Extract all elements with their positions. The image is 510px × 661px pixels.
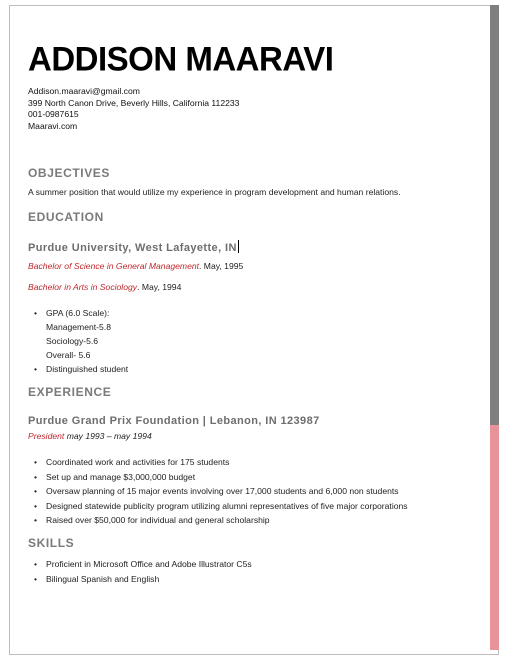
contact-address: 399 North Canon Drive, Beverly Hills, California 112233 [28, 97, 240, 108]
degree-2-title: Bachelor in Arts in Sociology [28, 282, 138, 292]
list-item [32, 306, 128, 362]
education-school [28, 240, 239, 254]
degree-2 [28, 282, 181, 292]
list-item: • Raised over $50,000 for individual and general scholarship [32, 513, 408, 528]
experience-heading: EXPERIENCE [28, 385, 112, 399]
list-item: • Distinguished student [32, 362, 128, 376]
side-bar-pink [490, 425, 499, 650]
gpa-label: • GPA (6.0 Scale): [46, 308, 110, 318]
contact-phone: 001-0987615 [28, 109, 79, 119]
experience-org: Purdue Grand Prix Foundation | Lebanon, IN 123987 [28, 415, 320, 427]
gpa-sociology: Sociology-5.6 [46, 336, 99, 346]
degree-2-date: . May, 1994 [137, 282, 182, 292]
gpa-overall: Overall- 5.6 [46, 350, 91, 360]
list-item: • Set up and manage $3,000,000 budget [32, 470, 408, 485]
list-item: • Coordinated work and activities for 175 students [32, 455, 408, 470]
contact-website: Maaravi.com [28, 120, 78, 131]
degree-1-title: Bachelor of Science in General Management [28, 261, 200, 271]
objectives-heading: OBJECTIVES [28, 166, 111, 180]
list-item: • Designed statewide publicity program utilizing alumni representatives of five major corporations [32, 499, 408, 514]
experience-role-line [28, 431, 152, 441]
experience-list [32, 455, 408, 528]
skills-heading: SKILLS [28, 536, 75, 550]
education-heading: EDUCATION [28, 210, 104, 224]
side-bar-gray [490, 5, 499, 425]
experience-dates: may 1993 – may 1994 [64, 431, 152, 441]
contact-email: Addison.maaravi@gmail.com [28, 86, 140, 96]
degree-1-date: . May, 1995 [199, 261, 244, 271]
skills-list [32, 557, 252, 586]
contact-block [28, 86, 239, 132]
experience-role: President [28, 431, 65, 441]
degree-1 [28, 261, 243, 271]
school-name: Purdue University, West Lafayette, IN [28, 242, 237, 254]
text-cursor [238, 240, 239, 253]
education-bullets [32, 306, 128, 376]
gpa-management: Management-5.8 [46, 322, 111, 332]
list-item: • Oversaw planning of 15 major events involving over 17,000 students and 6,000 non students [32, 484, 408, 499]
objectives-text: A summer position that would utilize my experience in program development and human relations. [28, 187, 401, 197]
list-item: • Proficient in Microsoft Office and Adobe Illustrator C5s [32, 557, 252, 572]
resume-name: ADDISON MAARAVI [28, 39, 334, 78]
list-item: • Bilingual Spanish and English [32, 572, 252, 587]
